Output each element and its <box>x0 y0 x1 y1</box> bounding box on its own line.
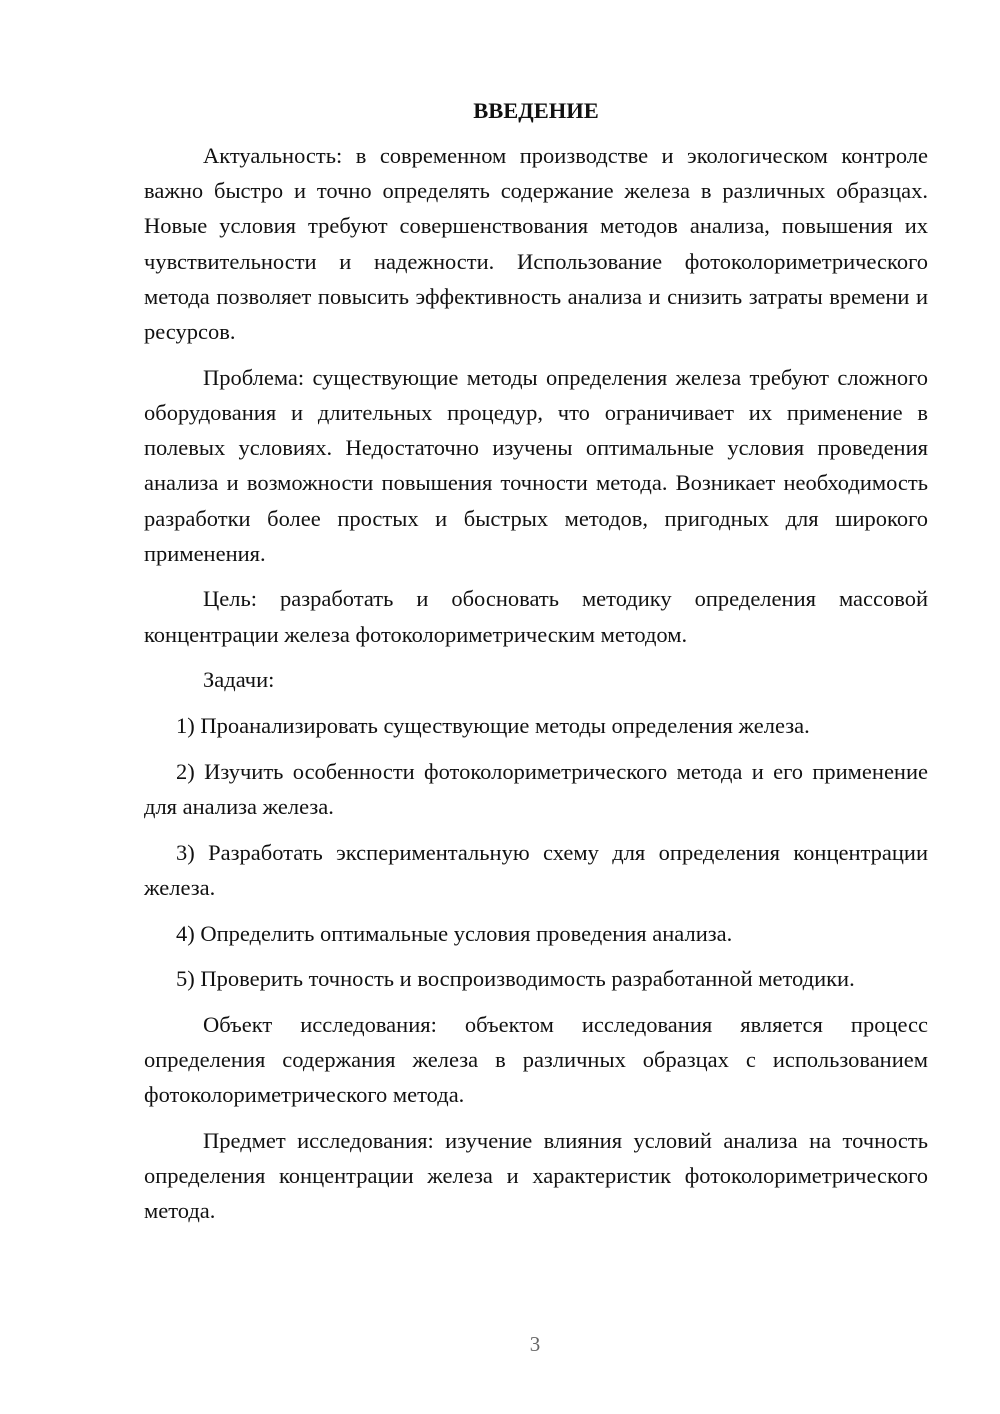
page-number: 3 <box>529 1332 541 1356</box>
paragraph-goal: Цель: разработать и обосновать методику определения массовой концентрации железа фотоколориметрическим методом. <box>144 586 928 647</box>
paragraph-subject: Предмет исследования: изучение влияния условий анализа на точность определения концентрации железа и характеристик фотоколориметрического метода. <box>144 1128 928 1224</box>
paragraph-problem: Проблема: существующие методы определения железа требуют сложного оборудования и длительных процедур, что ограничивает их применение в полевых условиях. Недостаточно изучены оптимальные условия проведения анализа и возможности повышения точности метода. Возникает необходимость разработки более простых и быстрых методов, пригодных для широкого применения. <box>144 364 928 566</box>
task-item-2: 2) Изучить особенности фотоколориметрического метода и его применение для анализа железа. <box>144 758 928 819</box>
paragraph-relevance: Актуальность: в современном производстве и экологическом контроле важно быстро и точно определять содержание железа в различных образцах. Новые условия требуют совершенствования методов анализа, повышения их чувствительности и надежности. Использование фотоколориметрического метода позволяет повысить эффективность анализа и снизить затраты времени и ресурсов. <box>144 143 928 345</box>
document-body <box>144 92 928 1239</box>
paragraph-object: Объект исследования: объектом исследования является процесс определения содержания железа в различных образцах с использованием фотоколориметрического метода. <box>144 1011 928 1108</box>
task-item-5: 5) Проверить точность и воспроизводимость разработанной методики. <box>176 966 855 992</box>
tasks-heading: Задачи: <box>203 667 275 693</box>
task-item-4: 4) Определить оптимальные условия проведения анализа. <box>176 920 733 946</box>
task-item-3: 3) Разработать экспериментальную схему для определения концентрации железа. <box>144 839 928 900</box>
task-item-1: 1) Проанализировать существующие методы определения железа. <box>176 713 810 739</box>
section-title: ВВЕДЕНИЕ <box>473 98 599 123</box>
